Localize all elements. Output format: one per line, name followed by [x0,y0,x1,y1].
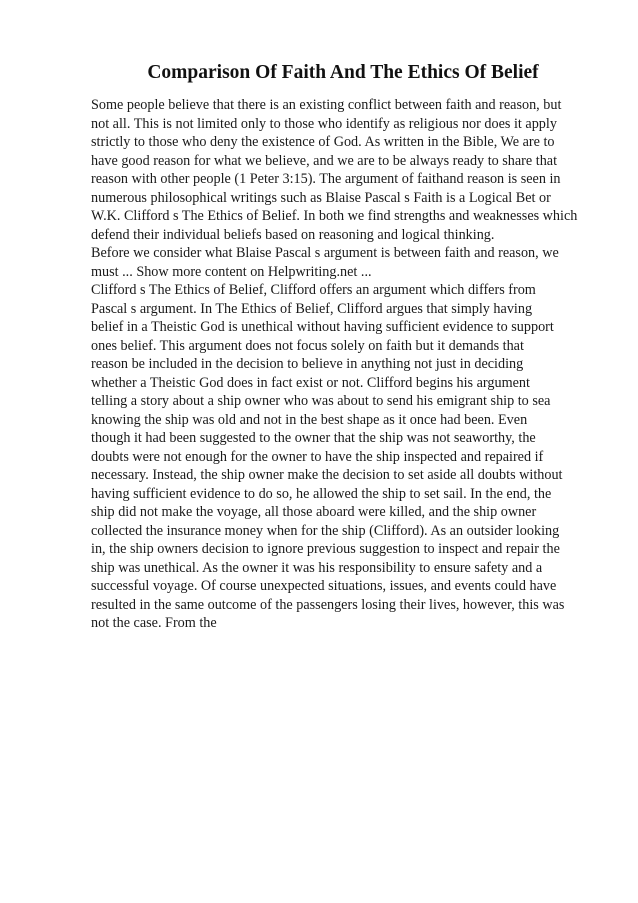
body-line: successful voyage. Of course unexpected situations, issues, and events could have [91,578,557,594]
body-line: Before we consider what Blaise Pascal s argument is between faith and reason, we [91,245,559,261]
body-line: reason with other people (1 Peter 3:15). The argument of faithand reason is seen in [91,171,561,187]
document-body [91,96,631,633]
body-line: ship did not make the voyage, all those aboard were killed, and the ship owner [91,504,537,520]
body-line: have good reason for what we believe, and we are to be always ready to share that [91,152,558,169]
document-title: Comparison Of Faith And The Ethics Of Belief [147,62,539,83]
body-line: ship was unethical. As the owner it was his responsibility to ensure safety and a [91,559,543,576]
body-line: numerous philosophical writings such as Blaise Pascal s Faith is a Logical Bet or [91,189,551,206]
body-line: telling a story about a ship owner who was about to send his emigrant ship to sea [91,393,551,409]
body-line: though it had been suggested to the owner that the ship was not seaworthy, the [91,430,536,446]
body-line: ones belief. This argument does not focus solely on faith but it demands that [91,337,524,354]
body-line: resulted in the same outcome of the passengers losing their lives, however, this was [91,596,565,613]
show-more-line: must ... Show more content on Helpwriting.net ... [91,263,372,280]
body-line: Some people believe that there is an existing conflict between faith and reason, but [91,97,562,113]
body-line: belief in a Theistic God is unethical without having sufficient evidence to support [91,319,554,335]
body-line: not the case. From the [91,615,217,631]
body-line: Clifford s The Ethics of Belief, Clifford offers an argument which differs from [91,282,536,298]
body-line: having sufficient evidence to do so, he allowed the ship to set sail. In the end, the [91,485,552,502]
body-line: whether a Theistic God does in fact exist or not. Clifford begins his argument [91,374,530,391]
body-line: defend their individual beliefs based on reasoning and logical thinking. [91,226,495,243]
body-line: collected the insurance money when for the ship (Clifford). As an outsider looking [91,522,560,539]
body-line: reason be included in the decision to believe in anything not just in deciding [91,356,524,372]
body-line: knowing the ship was old and not in the best shape as it once had been. Even [91,411,528,428]
body-line: doubts were not enough for the owner to have the ship inspected and repaired if [91,448,544,465]
body-line: not all. This is not limited only to those who identify as religious nor does it apply [91,115,557,132]
body-line: strictly to those who deny the existence of God. As written in the Bible, We are to [91,134,555,150]
body-line: necessary. Instead, the ship owner make the decision to set aside all doubts without [91,467,563,483]
body-line: W.K. Clifford s The Ethics of Belief. In both we find strengths and weaknesses which [91,208,578,224]
body-line: in, the ship owners decision to ignore previous suggestion to inspect and repair the [91,541,560,557]
body-line: Pascal s argument. In The Ethics of Belief, Clifford argues that simply having [91,300,533,317]
